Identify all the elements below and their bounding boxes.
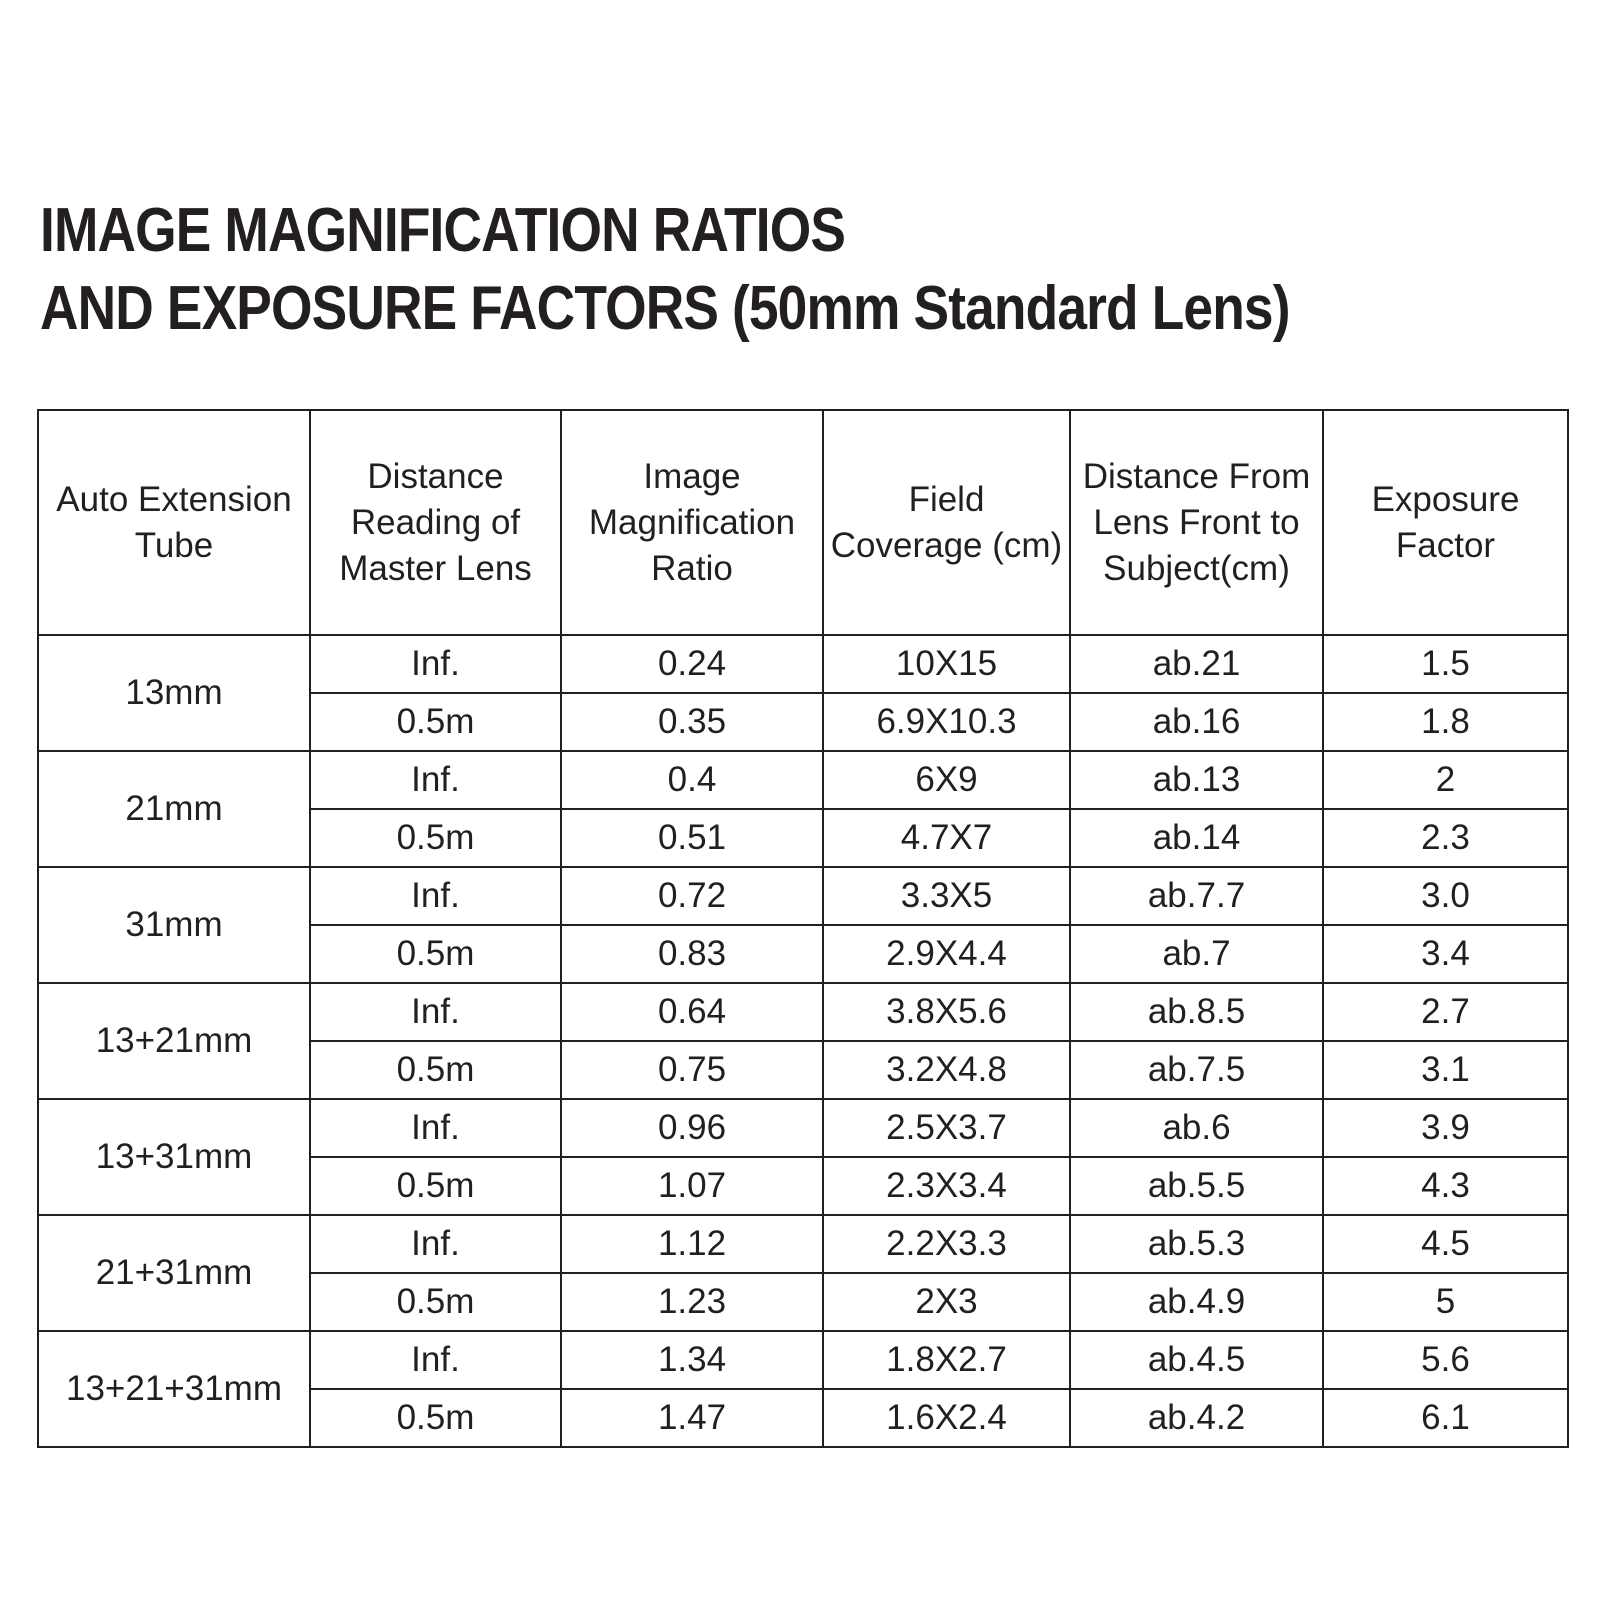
cell-exposure-factor: 3.1 xyxy=(1323,1041,1568,1099)
cell-extension-tube: 13+31mm xyxy=(38,1099,310,1215)
cell-exposure-factor: 6.1 xyxy=(1323,1389,1568,1447)
cell-magnification-ratio: 0.24 xyxy=(561,635,823,693)
cell-distance-reading: 0.5m xyxy=(310,809,561,867)
cell-exposure-factor: 3.4 xyxy=(1323,925,1568,983)
cell-subject-distance: ab.7.5 xyxy=(1070,1041,1323,1099)
cell-distance-reading: Inf. xyxy=(310,1099,561,1157)
header-exposure-factor: Exposure Factor xyxy=(1323,410,1568,635)
cell-exposure-factor: 2 xyxy=(1323,751,1568,809)
cell-subject-distance: ab.14 xyxy=(1070,809,1323,867)
cell-field-coverage: 4.7X7 xyxy=(823,809,1070,867)
cell-magnification-ratio: 0.64 xyxy=(561,983,823,1041)
cell-magnification-ratio: 0.4 xyxy=(561,751,823,809)
table-row xyxy=(38,867,1568,925)
cell-subject-distance: ab.7 xyxy=(1070,925,1323,983)
table-header xyxy=(38,410,1568,635)
cell-field-coverage: 1.8X2.7 xyxy=(823,1331,1070,1389)
cell-magnification-ratio: 1.23 xyxy=(561,1273,823,1331)
table-row xyxy=(38,751,1568,809)
cell-field-coverage: 3.2X4.8 xyxy=(823,1041,1070,1099)
cell-extension-tube: 13+21+31mm xyxy=(38,1331,310,1447)
table-row xyxy=(38,1099,1568,1157)
cell-distance-reading: 0.5m xyxy=(310,1041,561,1099)
cell-exposure-factor: 4.5 xyxy=(1323,1215,1568,1273)
magnification-table xyxy=(37,409,1569,1448)
cell-exposure-factor: 1.5 xyxy=(1323,635,1568,693)
page-title xyxy=(40,192,1290,348)
cell-field-coverage: 10X15 xyxy=(823,635,1070,693)
cell-exposure-factor: 2.3 xyxy=(1323,809,1568,867)
cell-extension-tube: 13+21mm xyxy=(38,983,310,1099)
cell-subject-distance: ab.6 xyxy=(1070,1099,1323,1157)
cell-field-coverage: 2.9X4.4 xyxy=(823,925,1070,983)
cell-field-coverage: 2X3 xyxy=(823,1273,1070,1331)
title-line-2: AND EXPOSURE FACTORS (50mm Standard Lens) xyxy=(40,274,1290,343)
cell-distance-reading: 0.5m xyxy=(310,1157,561,1215)
cell-distance-reading: Inf. xyxy=(310,1215,561,1273)
cell-magnification-ratio: 0.83 xyxy=(561,925,823,983)
table-row xyxy=(38,635,1568,693)
cell-distance-reading: Inf. xyxy=(310,751,561,809)
cell-subject-distance: ab.5.5 xyxy=(1070,1157,1323,1215)
cell-extension-tube: 21+31mm xyxy=(38,1215,310,1331)
cell-distance-reading: 0.5m xyxy=(310,1389,561,1447)
cell-subject-distance: ab.8.5 xyxy=(1070,983,1323,1041)
cell-exposure-factor: 1.8 xyxy=(1323,693,1568,751)
cell-distance-reading: Inf. xyxy=(310,635,561,693)
header-distance-reading: Distance Reading of Master Lens xyxy=(310,410,561,635)
cell-field-coverage: 1.6X2.4 xyxy=(823,1389,1070,1447)
cell-exposure-factor: 3.0 xyxy=(1323,867,1568,925)
cell-field-coverage: 3.8X5.6 xyxy=(823,983,1070,1041)
header-auto-extension-tube: Auto Extension Tube xyxy=(38,410,310,635)
table-row xyxy=(38,983,1568,1041)
cell-subject-distance: ab.13 xyxy=(1070,751,1323,809)
cell-magnification-ratio: 1.47 xyxy=(561,1389,823,1447)
cell-distance-reading: Inf. xyxy=(310,867,561,925)
cell-extension-tube: 13mm xyxy=(38,635,310,751)
cell-field-coverage: 6.9X10.3 xyxy=(823,693,1070,751)
cell-distance-reading: Inf. xyxy=(310,983,561,1041)
cell-extension-tube: 31mm xyxy=(38,867,310,983)
cell-exposure-factor: 3.9 xyxy=(1323,1099,1568,1157)
cell-subject-distance: ab.5.3 xyxy=(1070,1215,1323,1273)
cell-subject-distance: ab.7.7 xyxy=(1070,867,1323,925)
table-body xyxy=(38,635,1568,1447)
header-row xyxy=(38,410,1568,635)
cell-field-coverage: 2.2X3.3 xyxy=(823,1215,1070,1273)
cell-subject-distance: ab.4.5 xyxy=(1070,1331,1323,1389)
cell-subject-distance: ab.4.2 xyxy=(1070,1389,1323,1447)
cell-field-coverage: 2.5X3.7 xyxy=(823,1099,1070,1157)
cell-field-coverage: 2.3X3.4 xyxy=(823,1157,1070,1215)
cell-magnification-ratio: 0.75 xyxy=(561,1041,823,1099)
header-magnification-ratio: Image Magnification Ratio xyxy=(561,410,823,635)
cell-distance-reading: 0.5m xyxy=(310,1273,561,1331)
cell-magnification-ratio: 0.96 xyxy=(561,1099,823,1157)
title-line-1: IMAGE MAGNIFICATION RATIOS xyxy=(40,196,846,265)
cell-magnification-ratio: 1.12 xyxy=(561,1215,823,1273)
cell-exposure-factor: 5.6 xyxy=(1323,1331,1568,1389)
table-row xyxy=(38,1215,1568,1273)
cell-magnification-ratio: 1.07 xyxy=(561,1157,823,1215)
cell-magnification-ratio: 1.34 xyxy=(561,1331,823,1389)
cell-magnification-ratio: 0.72 xyxy=(561,867,823,925)
cell-subject-distance: ab.16 xyxy=(1070,693,1323,751)
cell-distance-reading: Inf. xyxy=(310,1331,561,1389)
cell-field-coverage: 3.3X5 xyxy=(823,867,1070,925)
cell-subject-distance: ab.4.9 xyxy=(1070,1273,1323,1331)
header-field-coverage: Field Coverage (cm) xyxy=(823,410,1070,635)
cell-extension-tube: 21mm xyxy=(38,751,310,867)
cell-exposure-factor: 2.7 xyxy=(1323,983,1568,1041)
cell-subject-distance: ab.21 xyxy=(1070,635,1323,693)
cell-distance-reading: 0.5m xyxy=(310,925,561,983)
table-row xyxy=(38,1331,1568,1389)
cell-exposure-factor: 4.3 xyxy=(1323,1157,1568,1215)
cell-magnification-ratio: 0.35 xyxy=(561,693,823,751)
cell-exposure-factor: 5 xyxy=(1323,1273,1568,1331)
cell-field-coverage: 6X9 xyxy=(823,751,1070,809)
cell-magnification-ratio: 0.51 xyxy=(561,809,823,867)
header-subject-distance: Distance From Lens Front to Subject(cm) xyxy=(1070,410,1323,635)
cell-distance-reading: 0.5m xyxy=(310,693,561,751)
